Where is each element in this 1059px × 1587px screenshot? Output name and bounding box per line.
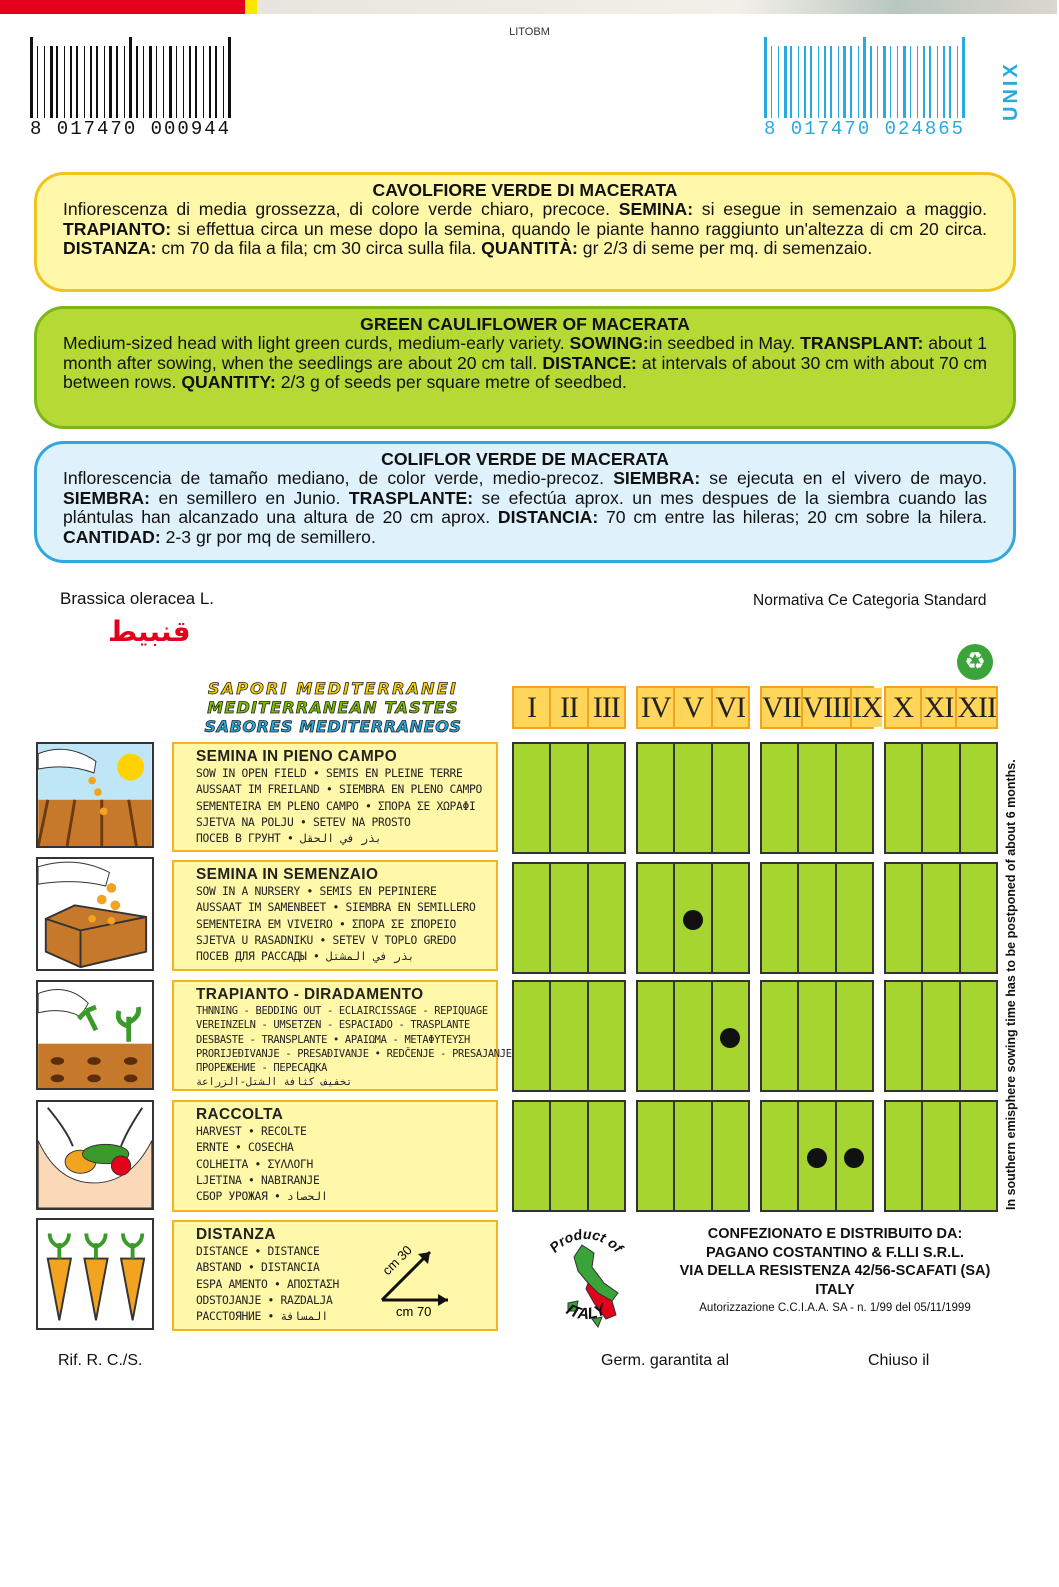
month-group: [760, 862, 874, 974]
barcode-left-number: 8 017470 000944: [30, 118, 232, 140]
spacing-diagram: [368, 1232, 464, 1322]
month-cell: [514, 744, 549, 852]
month-cell: [514, 982, 549, 1090]
activity-block-1: SEMINA IN SEMENZAIO SOW IN A NURSERY • SEMIS EN PEPINIERE AUSSAAT IM SAMENBEET • SIEMBRA EN SEMILLERO SEMENTEIRA EM VIVEIRO • ΣΠΟΡΑ ΣΕ ΣΠΟΡΕΙΟ SJETVA U RASADNIKU • SETEV V TOPLO GREDO ПОСЕВ ДЛЯ РАССАДЫ • بذر في المشتل: [172, 860, 498, 971]
month-cell: [514, 864, 549, 972]
product-of-italy-badge: [532, 1223, 640, 1335]
activity-block-2: TRAPIANTO - DIRADAMENTO THNNING - BEDDING OUT - ECLAIRCISSAGE - REPIQUAGE VEREINZELN - UMSETZEN - ESPACIADO - TRASPLANTE DESBASTE - TRANSPLANTE • ΑΡΑΙΩΜΑ - ΜΕΤΑΦΥΤΕΥΣΗ PRORIJEĐIVANJE - PRESAĐIVANJE • REDČENJE - PRESAJANJE ПРОРЕЖЕНИЕ - ПЕРЕСАДКА تخفيف كثافة الشتل-الزراعة: [172, 980, 498, 1091]
month-cell: [886, 1102, 921, 1210]
barcode-right: [764, 46, 969, 140]
brand-line-1: SAPORI MEDITERRANEI: [207, 679, 459, 698]
month-cell: [675, 744, 710, 852]
description-es-title: COLIFLOR VERDE DE MACERATA: [381, 449, 669, 469]
sowing-nursery-illustration: [36, 857, 154, 971]
standard-label: Normativa Ce Categoria Standard: [753, 592, 987, 609]
barcode-left: [30, 46, 235, 140]
spacing-row-label: cm 30: [379, 1242, 415, 1279]
description-english: GREEN CAULIFLOWER OF MACERATA Medium-sized head with light green curds, medium-early variety. SOWING:in seedbed in May. TRANSPLANT: about 1 month after sowing, when the seedlings are about 20 cm tall. DISTANCE: at intervals of about 30 cm with about 70 cm between rows. QUANTITY: 2/3 g of seeds per square metre of seedbed.: [34, 306, 1016, 429]
month-cell: [886, 982, 921, 1090]
brand-logo: UNIX: [1000, 61, 1022, 121]
month-cell: [923, 982, 958, 1090]
month-cell: [961, 864, 996, 972]
month-group: [512, 1100, 626, 1212]
month-cell: [762, 744, 797, 852]
badge-top-text: Product of: [546, 1225, 627, 1256]
badge-bottom-text: ITALY: [563, 1301, 609, 1324]
months-header-q2: [636, 686, 750, 729]
month-cell: [589, 1102, 624, 1210]
month-cell: [961, 1102, 996, 1210]
month-cell: [799, 864, 834, 972]
activity-title: SEMINA IN SEMENZAIO: [196, 866, 379, 883]
month-group: [760, 980, 874, 1092]
month-cell: [551, 744, 586, 852]
month-cell: [886, 744, 921, 852]
activity-title: DISTANZA: [196, 1226, 276, 1243]
species-arabic: قنبيط: [108, 615, 191, 648]
month-label: X: [886, 688, 920, 727]
month-cell: [713, 982, 748, 1090]
month-cell: [638, 744, 673, 852]
month-cell: [713, 744, 748, 852]
month-group: [884, 862, 998, 974]
month-label: I: [514, 688, 549, 727]
months-header-q4: [884, 686, 998, 729]
month-cell: [799, 744, 834, 852]
month-cell: [675, 982, 710, 1090]
distance-illustration: [36, 1218, 154, 1330]
month-cell: [837, 982, 872, 1090]
month-cell: [799, 1102, 834, 1210]
month-label: XII: [957, 688, 996, 727]
activity-title: TRAPIANTO - DIRADAMENTO: [196, 986, 424, 1003]
month-cell: [638, 982, 673, 1090]
month-cell: [638, 864, 673, 972]
brand-line-3: SABORES MEDITERRANEOS: [204, 717, 462, 736]
month-label: II: [551, 688, 586, 727]
ref-label: Rif. R. C./S.: [58, 1352, 143, 1369]
month-cell: [551, 864, 586, 972]
month-cell: [514, 1102, 549, 1210]
month-cell: [589, 982, 624, 1090]
top-color-strip: [0, 0, 1059, 14]
month-cell: [923, 1102, 958, 1210]
month-group: [636, 1100, 750, 1212]
month-cell: [762, 982, 797, 1090]
month-cell: [551, 1102, 586, 1210]
month-group: [636, 862, 750, 974]
activity-block-0: SEMINA IN PIENO CAMPO SOW IN OPEN FIELD • SEMIS EN PLEINE TERRE AUSSAAT IM FREILAND • SIEMBRA EN PLENO CAMPO SEMENTEIRA EM PLENO CAMPO • ΣΠΟΡΑ ΣΕ ΧΩΡΑΦΙ SJETVA NA POLJU • SETEV NA PROSTO ПОСЕВ В ГРУНТ • بذر في الحقل: [172, 742, 498, 852]
description-it-title: CAVOLFIORE VERDE DI MACERATA: [372, 180, 678, 200]
month-cell: [762, 1102, 797, 1210]
brand-banner: [170, 678, 496, 738]
month-label: VII: [762, 688, 801, 727]
activity-title: SEMINA IN PIENO CAMPO: [196, 748, 398, 765]
month-group: [884, 1100, 998, 1212]
month-cell: [837, 864, 872, 972]
month-cell: [589, 744, 624, 852]
month-cell: [837, 1102, 872, 1210]
description-spanish: COLIFLOR VERDE DE MACERATA Inflorescencia de tamaño mediano, de color verde, medio-precoz. SIEMBRA: se ejecuta en el vivero de mayo. SIEMBRA: en semillero en Junio. TRASPLANTE: se efectúa aprox. un mes despues de la siembra cuando las plántulas han alcanzado una altura de 20 cm aprox. DISTANCIA: 70 cm entre las hileras; 20 cm sobre la hilera. CANTIDAD: 2-3 gr por mq de semillero.: [34, 441, 1016, 563]
month-cell: [961, 982, 996, 1090]
month-label: VI: [713, 688, 748, 727]
description-en-title: GREEN CAULIFLOWER OF MACERATA: [360, 314, 690, 334]
activity-title: RACCOLTA: [196, 1106, 284, 1123]
active-month-dot: [844, 1148, 864, 1168]
month-cell: [713, 1102, 748, 1210]
recycle-icon: ♻: [957, 644, 993, 680]
month-cell: [675, 1102, 710, 1210]
month-group: [512, 980, 626, 1092]
brand-line-2: MEDITERRANEAN TASTES: [207, 698, 459, 717]
barcode-right-number: 8 017470 024865: [764, 118, 966, 140]
month-cell: [638, 1102, 673, 1210]
month-label: III: [589, 688, 624, 727]
harvest-illustration: [36, 1100, 154, 1210]
active-month-dot: [807, 1148, 827, 1168]
month-cell: [923, 864, 958, 972]
month-group: [884, 980, 998, 1092]
sowing-field-illustration: [36, 742, 154, 848]
month-cell: [713, 864, 748, 972]
month-label: V: [675, 688, 710, 727]
active-month-dot: [683, 910, 703, 930]
transplant-illustration: [36, 980, 154, 1090]
month-group: [636, 980, 750, 1092]
month-cell: [961, 744, 996, 852]
month-cell: [886, 864, 921, 972]
month-group: [512, 742, 626, 854]
month-cell: [837, 744, 872, 852]
month-cell: [923, 744, 958, 852]
month-cell: [675, 864, 710, 972]
printer-label: LITOBM: [509, 26, 550, 38]
month-group: [760, 742, 874, 854]
month-label: XI: [922, 688, 956, 727]
month-group: [884, 742, 998, 854]
activity-block-4: DISTANZA DISTANCE • DISTANCE ABSTAND • DISTANCIA ESPA AMENTO • ΑΠΟΣΤΑΣΗ ODSTOJANJE • RAZDALJA РАССТОЯНИЕ • المسافة: [172, 1220, 498, 1331]
active-month-dot: [720, 1028, 740, 1048]
germination-label: Germ. garantita al: [601, 1352, 730, 1369]
month-group: [512, 862, 626, 974]
month-cell: [762, 864, 797, 972]
month-group: [760, 1100, 874, 1212]
month-label: IX: [852, 688, 882, 727]
months-header-q3: [760, 686, 882, 729]
closed-label: Chiuso il: [868, 1352, 930, 1369]
month-label: IV: [638, 688, 673, 727]
description-italian: CAVOLFIORE VERDE DI MACERATA Infiorescenza di media grossezza, di colore verde chiaro, precoce. SEMINA: si esegue in semenzaio a maggio. TRAPIANTO: si effettua circa un mese dopo la semina, quando le piante hanno raggiunto un'altezza di cm 20 circa. DISTANZA: cm 70 da fila a fila; cm 30 circa sulla fila. QUANTITÀ: gr 2/3 di seme per mq. di semenzaio.: [34, 172, 1016, 292]
months-header-q1: [512, 686, 626, 729]
species-name: Brassica oleracea L.: [60, 589, 215, 608]
month-group: [636, 742, 750, 854]
month-cell: [589, 864, 624, 972]
southern-hemisphere-note: In southern emisphere sowing time has to be postponed of about 6 months.: [1004, 759, 1018, 1210]
month-cell: [799, 982, 834, 1090]
spacing-between-label: cm 70: [396, 1304, 432, 1319]
activity-block-3: RACCOLTA HARVEST • RECOLTE ERNTE • COSECHA COLHEITA • ΣΥΛΛΟΓΗ LJETINA • NABIRANJE СБОР УРОЖАЯ • الحصاد: [172, 1100, 498, 1212]
month-label: VIII: [803, 688, 851, 727]
month-cell: [551, 982, 586, 1090]
distributor-info: CONFEZIONATO E DISTRIBUITO DA: PAGANO COSTANTINO & F.LLI S.R.L. VIA DELLA RESISTENZA 42/56-SCAFATI (SA) ITALY Autorizzazione C.C.I.A.A. SA - n. 1/99 del 05/11/1999: [679, 1226, 991, 1314]
